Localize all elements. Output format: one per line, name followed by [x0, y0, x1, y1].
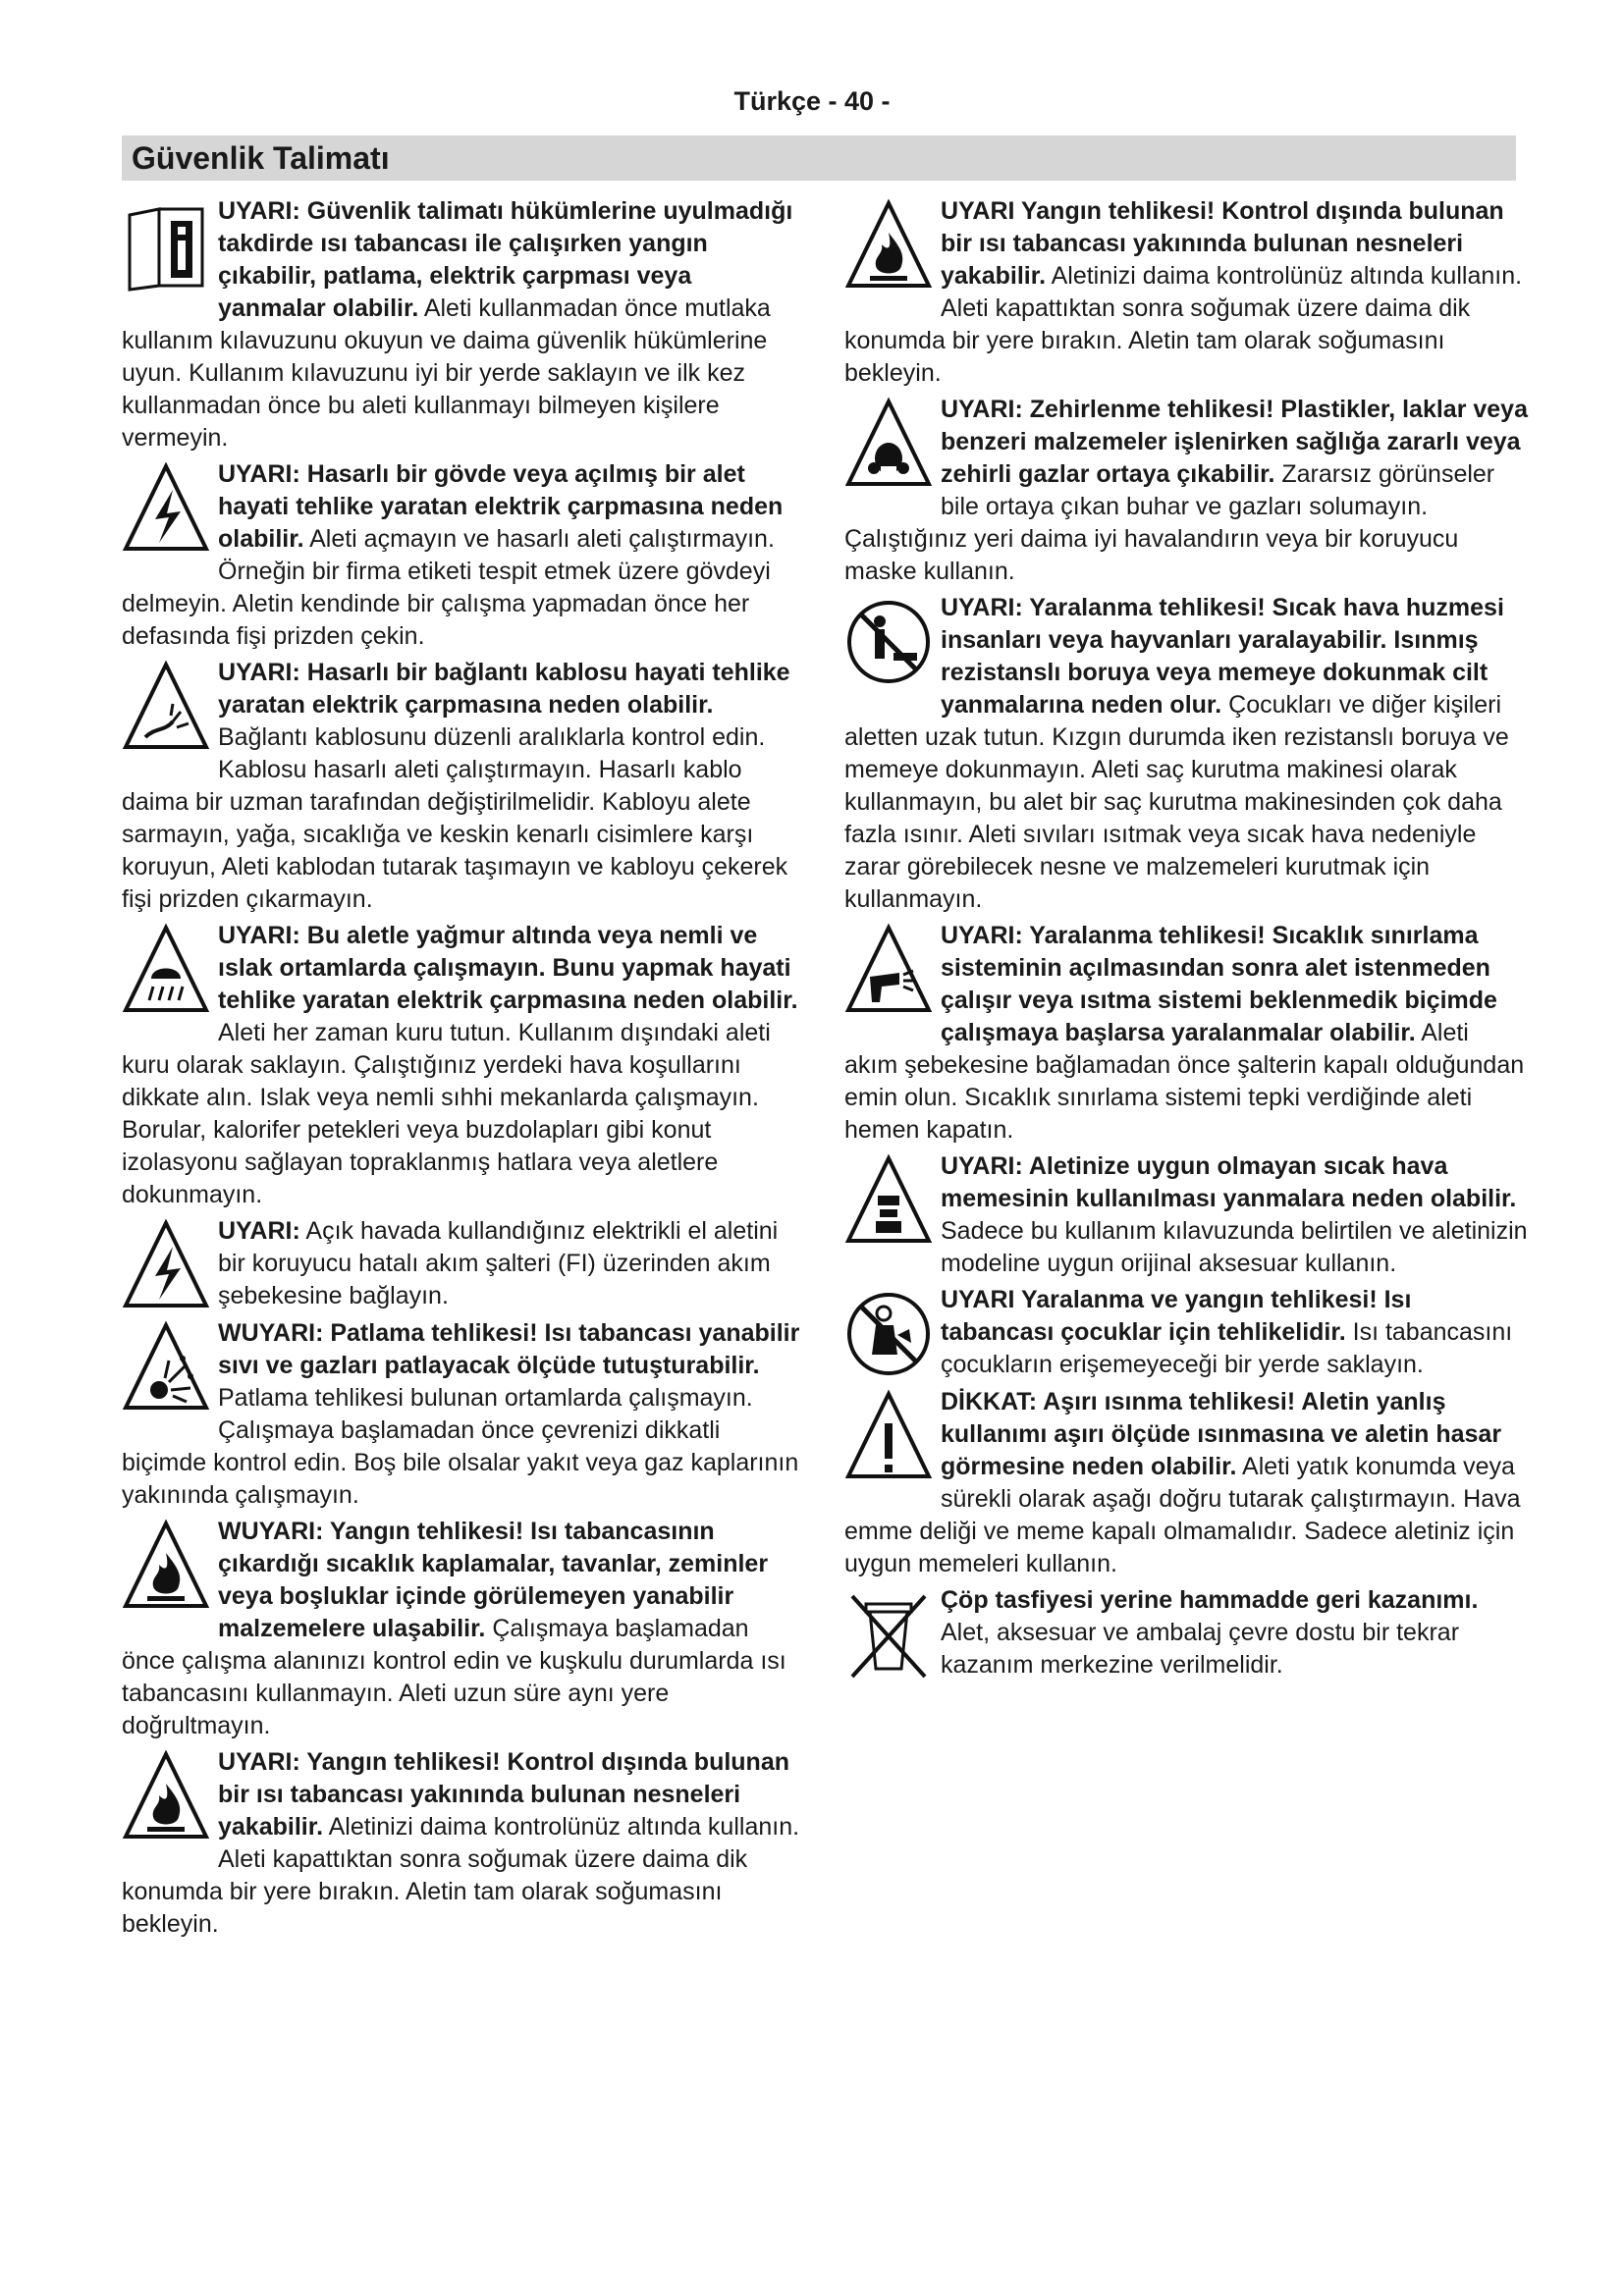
warning-body: Aleti açmayın ve hasarlı aleti çalıştırmayın. Örneğin bir firma etiketi tespit etmek üzere gövdeyi delmeyin. Aletin kendinde bir çalışma yapmadan önce her defasında fişi prizden çekin. — [122, 525, 775, 650]
warning-heading: UYARI: Zehirlenme tehlikesi! Plastikler, laklar veya benzeri malzemeler işlenirken sağlığa zararlı veya zehirli gazlar ortaya çıkabilir. — [941, 396, 1528, 488]
warning-heading: UYARI Yangın tehlikesi! Kontrol dışında bulunan bir ısı tabancası yakınında bulunan nesneleri yakabilir. — [941, 197, 1504, 290]
toxic-fumes-mask-icon — [844, 396, 933, 492]
warning-body: Aleti akım şebekesine bağlamadan önce şalterin kapalı olduğundan emin olun. Sıcaklık sınırlama sistemi tepki verdiğinde aleti hemen kapatın. — [844, 1019, 1525, 1144]
warning-text — [844, 1386, 1528, 1580]
warning-text — [122, 1215, 805, 1312]
rain-warning-icon — [122, 922, 210, 1018]
fire-warning-icon — [844, 197, 933, 294]
warning-block — [122, 1516, 805, 1742]
manual-info-icon — [122, 197, 210, 294]
damaged-cable-warning-icon — [122, 659, 210, 755]
caution-exclamation-icon — [844, 1388, 933, 1484]
fire-warning-icon — [122, 1518, 210, 1614]
warning-block — [122, 920, 805, 1211]
section-title: Güvenlik Talimatı — [132, 140, 390, 176]
warning-body: Alet, aksesuar ve ambalaj çevre dostu bir tekrar kazanım merkezine verilmelidir. — [941, 1619, 1460, 1679]
warning-heading: UYARI: Güvenlik talimatı hükümlerine uyulmadığı takdirde ısı tabancası ile çalışırken yangın çıkabilir, patlama, elektrik çarpması veya yanmalar olabilir. — [218, 197, 793, 322]
warning-text — [844, 1284, 1528, 1381]
warning-block — [122, 657, 805, 916]
page-header: Türkçe - 40 - — [733, 86, 891, 116]
warning-body: Aletinizi daima kontrolünüz altında kullanın. Aleti kapattıktan sonra soğumak üzere daima dik konumda bir yere bırakın. Aletin tam olarak soğumasını bekleyin. — [122, 1813, 800, 1938]
warning-heading: WUYARI: Yangın tehlikesi! Isı tabancasının çıkardığı sıcaklık kaplamalar, tavanlar, zeminler veya boşluklar içinde görülemeyen yanabilir malzemelere ulaşabilir. — [218, 1518, 769, 1642]
warning-body: Sadece bu kullanım kılavuzunda belirtilen ve aletinizin modeline uygun orijinal aksesuar kullanın. — [941, 1217, 1528, 1277]
warning-heading: UYARI: — [218, 1217, 300, 1245]
warning-text — [844, 195, 1528, 390]
left-column — [122, 195, 805, 1945]
warning-body: Isı tabancasını çocukların erişemeyeceği bir yerde saklayın. — [941, 1318, 1513, 1378]
warning-text — [122, 657, 805, 916]
warning-body: Bağlantı kablosunu düzenli aralıklarla kontrol edin. Kablosu hasarlı aleti çalıştırmayın. Hasarlı kablo daima bir uzman tarafından değiştirilmelidir. Kabloyu alete sarmayın, yağa, sıcaklığa ve keskin kenarlı cisimlere karşı koruyun, Aleti kablodan tutarak taşımayın ve kabloyu çekerek fişi prizden çıkarmayın. — [122, 723, 788, 913]
warning-heading: UYARI: Yaralanma tehlikesi! Sıcaklık sınırlama sisteminin açılmasından sonra alet istenmeden çalışır veya ısıtma sistemi beklenmedik biçimde çalışmaya başlarsa yaralanmalar olabilir. — [941, 922, 1497, 1046]
electric-shock-warning-icon — [122, 460, 210, 557]
warning-body: Zararsız görünseler bile ortaya çıkan buhar ve gazları solumayın. Çalıştığınız yeri daima iyi havalandırın veya bir koruyucu maske kullanın. — [844, 460, 1495, 585]
warning-heading: UYARI: Bu aletle yağmur altında veya nemli ve ıslak ortamlarda çalışmayın. Bunu yapmak hayati tehlike yaratan elektrik çarpmasına neden olabilir. — [218, 922, 798, 1014]
section-title-bar — [122, 135, 1516, 181]
warning-body: Patlama tehlikesi bulunan ortamlarda çalışmayın. Çalışmaya başlamadan önce çevrenizi dikkatli biçimde kontrol edin. Boş bile olsalar yakıt veya gaz kaplarının yakınında çalışmayın. — [122, 1384, 799, 1509]
nozzle-warning-icon — [844, 1152, 933, 1249]
fire-warning-icon — [122, 1748, 210, 1844]
warning-body: Aleti yatık konumda veya sürekli olarak aşağı doğru tutarak çalıştırmayın. Hava emme deliği ve meme kapalı olmamalıdır. Sadece aletiniz için uygun memeleri kullanın. — [844, 1453, 1521, 1577]
warning-body: Çocukları ve diğer kişileri aletten uzak tutun. Kızgın durumda iken rezistanslı boruya ve memeye dokunmayın. Aleti saç kurutma makinesi olarak kullanmayın, bu alet bir saç kurutma makinesinden çok daha fazla ısınır. Aleti sıvıları ısıtmak veya sıcak hava nedeniyle zarar görebilecek nesne ve malzemeleri kurutmak için kullanmayın. — [844, 691, 1509, 913]
crossed-bin-icon — [844, 1586, 933, 1682]
warning-block — [844, 394, 1528, 588]
warning-block — [122, 195, 805, 454]
warning-heading: UYARI: Yaralanma tehlikesi! Sıcak hava huzmesi insanları veya hayvanları yaralayabilir. Isınmış rezistanslı boruya veya memeye dokunmak cilt yanmalarına neden olur. — [941, 594, 1504, 719]
no-people-animals-icon — [844, 594, 933, 690]
right-column — [844, 195, 1528, 1686]
warning-body: Aleti her zaman kuru tutun. Kullanım dışındaki aleti kuru olarak saklayın. Çalıştığınız yerdeki hava koşullarını dikkate alın. Islak veya nemli sıhhi mekanlarda çalışmayın. Borular, kalorifer petekleri veya buzdolapları gibi konut izolasyonu sağlayan topraklanmış hatlara veya aletlere dokunmayın. — [122, 1019, 771, 1208]
warning-body: Aletinizi daima kontrolünüz altında kullanın. Aleti kapattıktan sonra soğumak üzere daima dik konumda bir yere bırakın. Aletin tam olarak soğumasını bekleyin. — [844, 262, 1523, 387]
warning-block — [844, 1284, 1528, 1382]
warning-text — [122, 1746, 805, 1941]
warning-text — [122, 1516, 805, 1742]
explosion-warning-icon — [122, 1319, 210, 1415]
warning-block — [844, 592, 1528, 916]
warning-heading: UYARI: Yangın tehlikesi! Kontrol dışında bulunan bir ısı tabancası yakınında bulunan nesneleri yakabilir. — [218, 1748, 790, 1841]
warning-text — [844, 1584, 1528, 1682]
warning-block — [122, 1215, 805, 1313]
warning-block — [844, 1386, 1528, 1580]
no-children-icon — [844, 1286, 933, 1382]
warning-block — [844, 1150, 1528, 1280]
warning-body: Çalışmaya başlamadan önce çalışma alanınızı kontrol edin ve kuşkulu durumlarda ısı tabancasını kullanmayın. Aleti uzun süre aynı yere doğrultmayın. — [122, 1615, 786, 1739]
warning-body: Açık havada kullandığınız elektrikli el aletini bir koruyucu hatalı akım şalteri (FI) üzerinden akım şebekesine bağlayın. — [218, 1217, 779, 1309]
warning-heading: Çöp tasfiyesi yerine hammadde geri kazanımı. — [941, 1586, 1479, 1614]
warning-block — [844, 1584, 1528, 1682]
warning-text — [844, 394, 1528, 588]
warning-heading: UYARI: Aletinize uygun olmayan sıcak hava memesinin kullanılması yanmalara neden olabilir. — [941, 1152, 1517, 1212]
warning-heading: UYARI Yaralanma ve yangın tehlikesi! Isı tabancası çocuklar için tehlikelidir. — [941, 1286, 1412, 1346]
warning-text — [844, 592, 1528, 916]
warning-block — [122, 1317, 805, 1512]
warning-block — [122, 458, 805, 653]
warning-text — [844, 920, 1528, 1147]
heat-gun-warning-icon — [844, 922, 933, 1018]
warning-text — [844, 1150, 1528, 1280]
warning-heading: UYARI: Hasarlı bir gövde veya açılmış bir alet hayati tehlike yaratan elektrik çarpmasına neden olabilir. — [218, 460, 784, 553]
warning-text — [122, 458, 805, 653]
warning-text — [122, 195, 805, 454]
electric-shock-warning-icon — [122, 1217, 210, 1313]
warning-text — [122, 920, 805, 1211]
warning-block — [844, 920, 1528, 1147]
warning-block — [122, 1746, 805, 1941]
warning-body: Aleti kullanmadan önce mutlaka kullanım kılavuzunu okuyun ve daima güvenlik hükümlerine uyun. Kullanım kılavuzunu iyi bir yerde saklayın ve ilk kez kullanmadan önce bu aleti kullanmayı bilmeyen kişilere vermeyin. — [122, 294, 771, 452]
warning-heading: DİKKAT: Aşırı ısınma tehlikesi! Aletin yanlış kullanımı aşırı ölçüde ısınmasına ve aletin hasar görmesine neden olabilir. — [941, 1388, 1502, 1480]
warning-heading: WUYARI: Patlama tehlikesi! Isı tabancası yanabilir sıvı ve gazları patlayacak ölçüde tutuşturabilir. — [218, 1319, 800, 1379]
warning-heading: UYARI: Hasarlı bir bağlantı kablosu hayati tehlike yaratan elektrik çarpmasına neden olabilir. — [218, 659, 790, 719]
warning-block — [844, 195, 1528, 390]
warning-text — [122, 1317, 805, 1512]
